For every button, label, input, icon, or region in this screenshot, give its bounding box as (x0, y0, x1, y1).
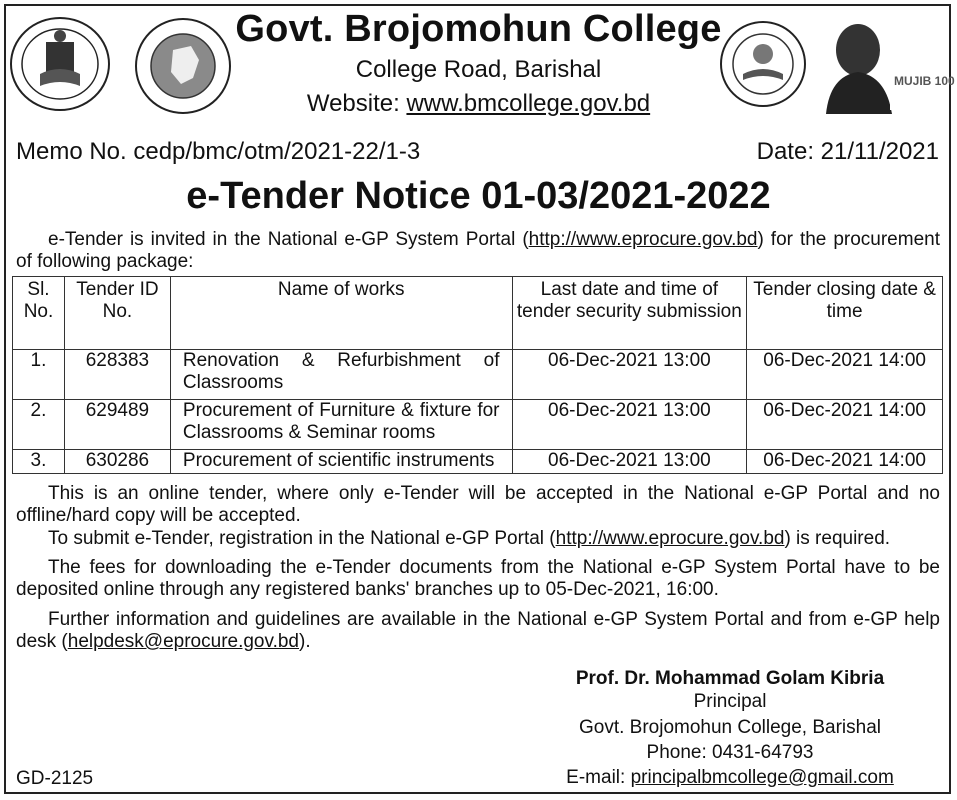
cell-work: Procurement of scientific instruments (170, 450, 512, 474)
cell-closing: 06-Dec-2021 14:00 (747, 400, 943, 450)
col-header-works: Name of works (170, 277, 512, 350)
intro-paragraph: e-Tender is invited in the National e-GP System Portal (http://www.eprocure.gov.bd) for the procurement of following package: (16, 229, 940, 272)
cell-security: 06-Dec-2021 13:00 (512, 350, 747, 400)
col-header-sl: Sl. No. (13, 277, 65, 350)
portrait-icon (820, 14, 930, 114)
table-row (13, 400, 943, 450)
table-header-row (13, 277, 943, 350)
college-name: Govt. Brojomohun College (235, 8, 722, 50)
gd-code: GD-2125 (16, 768, 94, 789)
signatory-email: E-mail: principalbmcollege@gmail.com (566, 767, 894, 788)
cell-sl: 1. (13, 350, 65, 400)
col-header-tender-id: Tender ID No. (64, 277, 170, 350)
cell-sl: 3. (13, 450, 65, 474)
college-website (160, 90, 797, 118)
helpdesk-link[interactable]: helpdesk@eprocure.gov.bd (67, 631, 299, 652)
eprocure-link[interactable]: http://www.eprocure.gov.bd (528, 229, 758, 250)
fees-paragraph: The fees for downloading the e-Tender documents from the National e-GP System Portal have to be deposited online through any registered banks' branches up to 05-Dec-2021, 16:00. (16, 557, 940, 600)
online-paragraph: This is an online tender, where only e-Tender will be accepted in the National e-GP Portal and no offline/hard copy will be accepted. (16, 483, 940, 526)
cell-work: Procurement of Furniture & fixture for Classrooms & Seminar rooms (170, 400, 512, 450)
registration-link[interactable]: http://www.eprocure.gov.bd (555, 528, 785, 549)
tender-table (12, 276, 943, 474)
col-header-closing: Tender closing date & time (747, 277, 943, 350)
cell-work: Renovation & Refurbishment of Classrooms (170, 350, 512, 400)
cell-security: 06-Dec-2021 13:00 (512, 400, 747, 450)
college-address: College Road, Barishal (355, 56, 602, 83)
email-link[interactable]: principalbmcollege@gmail.com (630, 767, 894, 788)
college-emblem-icon (8, 14, 112, 114)
signatory-name: Prof. Dr. Mohammad Golam Kibria (575, 668, 885, 689)
website-label: Website: (306, 90, 400, 117)
table-row (13, 350, 943, 400)
website-link[interactable]: www.bmcollege.gov.bd (406, 90, 651, 117)
cell-tender-id: 628383 (64, 350, 170, 400)
registration-paragraph: To submit e-Tender, registration in the National e-GP Portal (http://www.eprocure.gov.bd) is required. (48, 528, 891, 549)
info-paragraph: Further information and guidelines are available in the National e-GP System Portal and from e-GP help desk (helpdesk@eprocure.gov.bd). (16, 609, 940, 652)
memo-number: Memo No. cedp/bmc/otm/2021-22/1-3 (16, 138, 421, 165)
cell-sl: 2. (13, 400, 65, 450)
cell-tender-id: 629489 (64, 400, 170, 450)
col-header-security: Last date and time of tender security submission (512, 277, 747, 350)
signatory-institution: Govt. Brojomohun College, Barishal (578, 717, 882, 738)
cell-tender-id: 630286 (64, 450, 170, 474)
table-row (13, 450, 943, 474)
signatory-designation: Principal (693, 691, 767, 712)
signatory-phone: Phone: 0431-64793 (646, 742, 814, 763)
cell-closing: 06-Dec-2021 14:00 (747, 350, 943, 400)
mujib-mark: MUJIB 100 (894, 74, 955, 88)
cell-security: 06-Dec-2021 13:00 (512, 450, 747, 474)
cell-closing: 06-Dec-2021 14:00 (747, 450, 943, 474)
memo-date: Date: 21/11/2021 (756, 138, 939, 165)
notice-title: e-Tender Notice 01-03/2021-2022 (186, 175, 771, 217)
